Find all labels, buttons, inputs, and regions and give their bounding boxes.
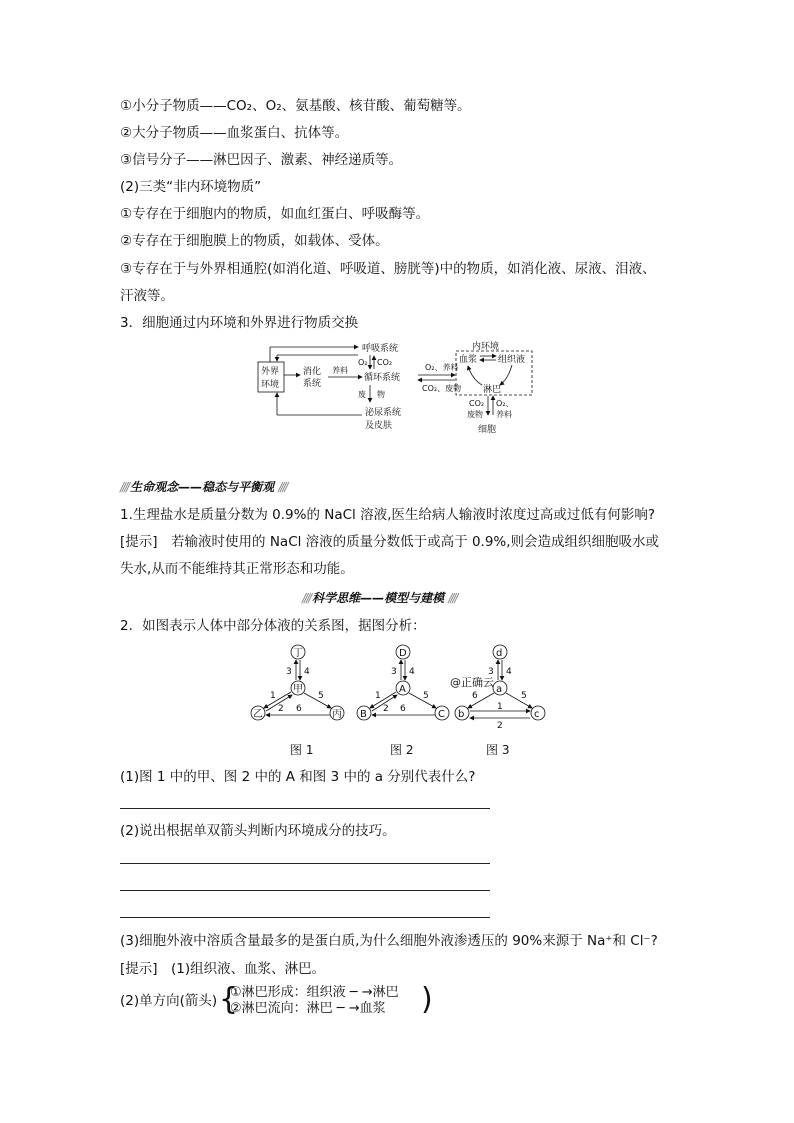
fig1-left-node: 乙 — [253, 709, 263, 720]
circ-label: 循环系统 — [364, 373, 401, 383]
fig2-label-1: 1 — [375, 691, 381, 701]
waste-cell-label: 废物 — [467, 410, 483, 419]
fig2-right-node: C — [438, 709, 445, 720]
o2-label: O₂ — [358, 358, 368, 367]
text-line-5: ①专存在于细胞内的物质，如血红蛋白、呼吸酶等。 — [120, 206, 430, 222]
nutrient-label: 养料 — [332, 366, 348, 375]
answer-line — [120, 863, 490, 864]
text-line-7: ③专存在于与外界相通腔(如消化道、呼吸道、膀胱等)中的物质，如消化液、尿液、泪液、 — [120, 261, 656, 277]
digest-label: 消化 — [303, 367, 322, 377]
fig2-label-2: 2 — [383, 704, 389, 714]
fig2-left-node: B — [360, 709, 367, 720]
answer-line — [120, 917, 490, 918]
fig1-right-node: 丙 — [332, 709, 342, 720]
text-line-2: ②大分子物质——血浆蛋白、抗体等。 — [120, 125, 349, 141]
fig1-label-4: 4 — [304, 667, 310, 677]
section-heading-3: 3．细胞通过内环境和外界进行物质交换 — [120, 315, 359, 331]
nutrient-cell-label: 养料 — [496, 410, 512, 419]
fig2-label-6: 6 — [400, 704, 406, 714]
fig1-label-2: 2 — [278, 704, 284, 714]
exchange-diagram — [250, 335, 550, 440]
fig1-center-node: 甲 — [293, 684, 303, 695]
fig1-label-3: 3 — [286, 667, 292, 677]
outer-env-label: 外界 — [261, 367, 280, 377]
hint-line-2: (2)单方向(箭头) — [120, 993, 218, 1009]
co2-label: CO₂ — [377, 358, 393, 367]
figure-2 — [357, 645, 449, 757]
text-line-3: ③信号分子——淋巴因子、激素、神经递质等。 — [120, 152, 403, 168]
sub-question-2: (2)说出根据单双箭头判断内环境成分的技巧。 — [120, 823, 396, 839]
fig2-label-3: 3 — [391, 667, 397, 677]
plasma-label: 血浆 — [459, 355, 478, 365]
fig3-label-2: 2 — [497, 721, 503, 731]
question-2-intro: 2．如图表示人体中部分体液的关系图，据图分析： — [120, 618, 426, 634]
heading-life-concept: //// 生命观念——稳态与平衡观 //// — [120, 478, 286, 495]
fig2-label-5: 5 — [423, 691, 429, 701]
question-1: 1.生理盐水是质量分数为 0.9%的 NaCl 溶液,医生给病人输液时浓度过高或过低有何影响? — [120, 507, 656, 523]
o2-cell-label: O₂、 — [496, 399, 514, 408]
fig3-label-3: 3 — [488, 667, 494, 677]
right-brace: ) — [421, 982, 433, 1017]
fig3-right-node: c — [534, 709, 540, 720]
waste-label: 废 — [358, 390, 366, 399]
co2-waste-label: CO₂、废物 — [422, 384, 462, 393]
fig3-label-5: 5 — [521, 691, 527, 701]
fig1-label-1: 1 — [270, 691, 276, 701]
waste-label-2: 物 — [377, 390, 385, 399]
text-line-4: (2)三类“非内环境物质” — [120, 179, 262, 195]
answer-line — [120, 890, 490, 891]
fig1-caption: 图 1 — [290, 743, 314, 757]
cell-label: 细胞 — [478, 425, 497, 435]
text-line-1: ①小分子物质——CO₂、O₂、氨基酸、核苷酸、葡萄糖等。 — [120, 98, 471, 114]
inner-env-label: 内环境 — [472, 342, 500, 352]
fig3-top-node: d — [496, 648, 503, 659]
left-brace: { — [219, 982, 239, 1017]
digest-label-2: 系统 — [303, 379, 322, 389]
co2-cell-label: CO₂ — [469, 399, 485, 408]
o2-nutrient-label: O₂、养料 — [425, 363, 459, 372]
fig3-label-4: 4 — [506, 667, 512, 677]
text-line-6: ②专存在于细胞膜上的物质，如载体、受体。 — [120, 233, 389, 249]
body-fluid-figures — [240, 640, 560, 760]
figure-3 — [450, 645, 545, 757]
text-line-8: 汗液等。 — [120, 288, 174, 304]
fig3-caption: 图 3 — [486, 743, 510, 757]
hint-line-1: [提示] (1)组织液、血浆、淋巴。 — [120, 961, 326, 977]
tissue-fluid-label: 组织液 — [498, 355, 526, 365]
fig1-label-5: 5 — [318, 691, 324, 701]
fig3-center-node: a — [496, 684, 503, 695]
sub-question-1: (1)图 1 中的甲、图 2 中的 A 和图 3 中的 a 分别代表什么? — [120, 769, 476, 785]
fig1-top-node: 丁 — [293, 648, 303, 659]
answer-1-line-1: [提示] 若输液时使用的 NaCl 溶液的质量分数低于或高于 0.9%,则会造成组织细胞吸水或 — [120, 534, 660, 550]
brace-item-1: ①淋巴形成：组织液 ─ →淋巴 — [230, 985, 399, 1000]
fig3-label-6: 6 — [472, 691, 478, 701]
fig3-left-node: b — [458, 709, 465, 720]
resp-label: 呼吸系统 — [362, 344, 399, 354]
fig2-center-node: A — [399, 684, 406, 695]
fig2-label-4: 4 — [409, 667, 415, 677]
sub-question-3: (3)细胞外液中溶质含量最多的是蛋白质,为什么细胞外液渗透压的 90%来源于 Na⁺和 Cl⁻? — [120, 933, 658, 949]
heading-scientific-thinking: //// 科学思维——模型与建模 //// — [302, 589, 456, 606]
answer-line — [120, 808, 490, 809]
outer-env-label-2: 环境 — [261, 380, 280, 390]
fig3-watermark: @正确云 — [450, 676, 494, 689]
fig2-caption: 图 2 — [390, 743, 414, 757]
urinary-label-2: 及皮肤 — [365, 421, 393, 431]
fig2-top-node: D — [399, 648, 407, 659]
figure-1 — [251, 645, 344, 757]
urinary-label: 泌尿系统 — [365, 408, 402, 418]
lymph-label: 淋巴 — [483, 385, 502, 395]
fig3-label-1: 1 — [497, 702, 503, 712]
brace-item-2: ②淋巴流向：淋巴 ─ →血浆 — [230, 1001, 386, 1016]
answer-1-line-2: 失水,从而不能维持其正常形态和功能。 — [120, 561, 354, 577]
fig1-label-6: 6 — [296, 704, 302, 714]
